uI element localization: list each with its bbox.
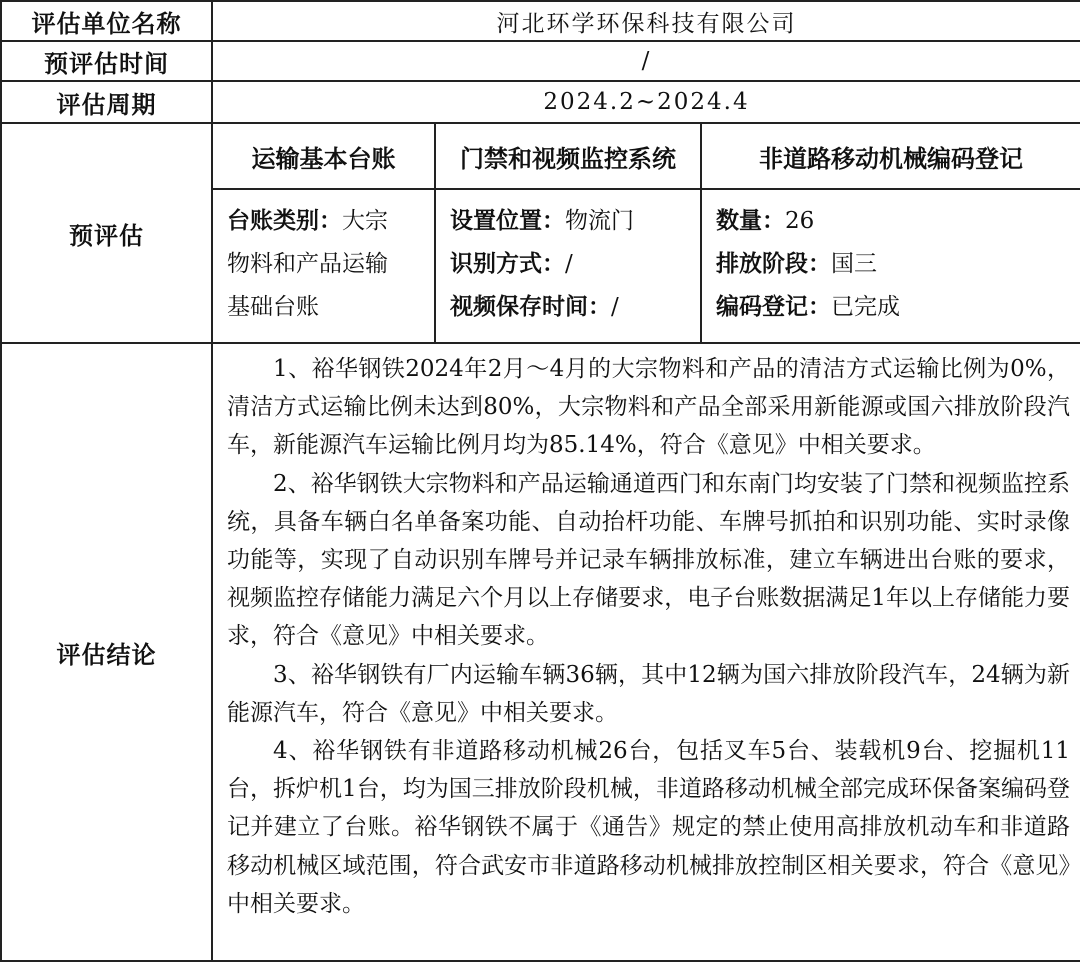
conclusion-paragraph-4: 4、裕华钢铁有非道路移动机械26台，包括叉车5台、装载机9台、挖掘机11台，拆炉机1台，均为国三排放阶段机械，非道路移动机械全部完成环保备案编码登记并建立了台账。裕华钢铁不属于《通告》规定的禁止使用高排放机动车和非道路移动机械区域范围，符合武安市非道路移动机械排放控制区相关要求，符合《意见》中相关要求。 [227,738,1071,917]
machinery-code-registration-value: 已完成 [831,294,900,320]
machinery-emission-stage-key: 排放阶段： [716,251,831,277]
pre-eval-label: 预评估 [1,123,212,343]
header-gate-video: 门禁和视频监控系统 [435,123,701,189]
period-value: 2024.2~2024.4 [212,81,1080,123]
conclusion-body [212,343,1080,961]
gate-position [450,200,686,243]
header-machinery-registration: 非道路移动机械编码登记 [701,123,1080,189]
gate-position-key: 设置位置： [450,208,565,234]
period-label: 评估周期 [1,81,212,123]
row-conclusion [1,343,1080,961]
machinery-quantity [716,200,1066,243]
gate-video-storage-key: 视频保存时间： [450,294,611,320]
ledger-line-3: 基础台账 [227,294,319,320]
unit-name-label: 评估单位名称 [1,1,212,41]
row-pre-eval-headers [1,123,1080,189]
ledger-type-value: 大宗 [342,208,388,234]
ledger-line-1 [227,200,420,243]
ledger-type-key: 台账类别： [227,208,342,234]
conclusion-paragraph-3: 3、裕华钢铁有厂内运输车辆36辆，其中12辆为国六排放阶段汽车，24辆为新能源汽车，符合《意见》中相关要求。 [227,661,1071,726]
conclusion-paragraph-1: 1、裕华钢铁2024年2月～4月的大宗物料和产品的清洁方式运输比例为0%，清洁方式运输比例未达到80%，大宗物料和产品全部采用新能源或国六排放阶段汽车，新能源汽车运输比例月均为85.14%，符合《意见》中相关要求。 [227,356,1071,459]
ledger-cell [212,189,435,343]
machinery-code-registration-key: 编码登记： [716,294,831,320]
machinery-quantity-value: 26 [785,208,815,234]
ledger-line-2: 物料和产品运输 [227,251,388,277]
header-ledger: 运输基本台账 [212,123,435,189]
row-pre-eval-time [1,41,1080,81]
gate-video-storage-value: / [611,294,619,320]
gate-position-value: 物流门 [565,208,634,234]
gate-recognition [450,243,686,286]
gate-video-storage [450,286,686,329]
gate-recognition-key: 识别方式： [450,251,565,277]
machinery-quantity-key: 数量： [716,208,785,234]
machinery-emission-stage-value: 国三 [831,251,877,277]
gate-recognition-value: / [565,251,573,277]
row-period [1,81,1080,123]
machinery-code-registration [716,286,1066,329]
gate-cell [435,189,701,343]
pre-eval-time-value: / [212,41,1080,81]
conclusion-paragraph-2: 2、裕华钢铁大宗物料和产品运输通道西门和东南门均安装了门禁和视频监控系统，具备车辆白名单备案功能、自动抬杆功能、车牌号抓拍和识别功能、实时录像功能等，实现了自动识别车牌号并记录车辆排放标准，建立车辆进出台账的要求，视频监控存储能力满足六个月以上存储要求，电子台账数据满足1年以上存储能力要求，符合《意见》中相关要求。 [227,470,1071,650]
unit-name-value: 河北环学环保科技有限公司 [212,1,1080,41]
machinery-cell [701,189,1080,343]
pre-eval-time-label: 预评估时间 [1,41,212,81]
machinery-emission-stage [716,243,1066,286]
conclusion-label: 评估结论 [1,343,212,961]
row-unit-name [1,1,1080,41]
